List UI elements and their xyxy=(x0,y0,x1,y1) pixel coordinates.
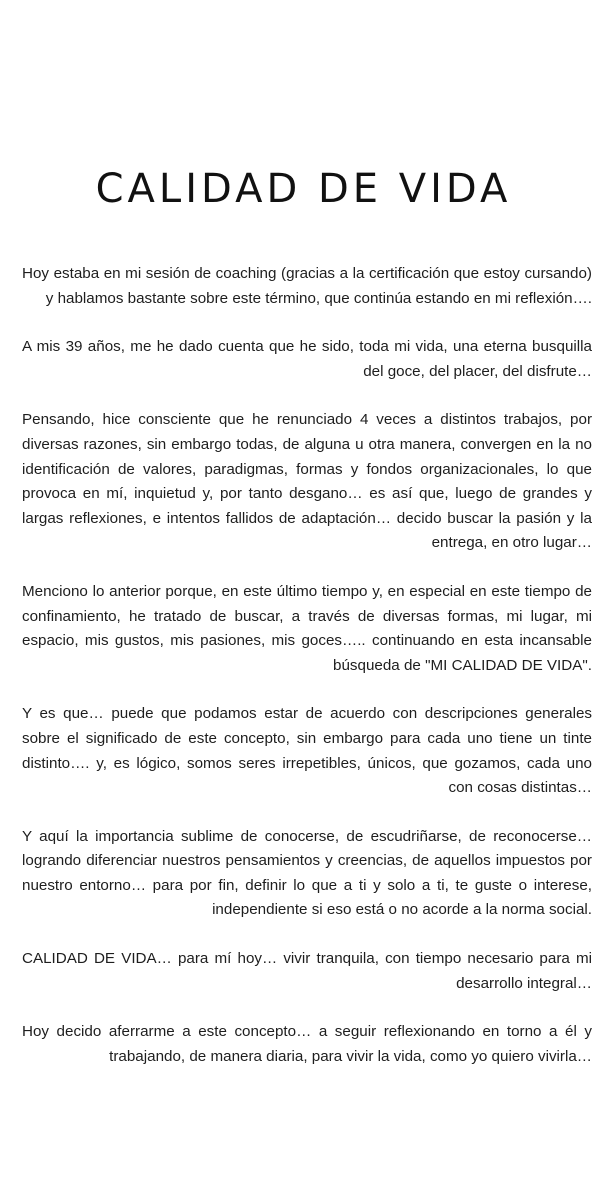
paragraph-7: CALIDAD DE VIDA… para mí hoy… vivir tranquila, con tiempo necesario para mi desarrollo integral… xyxy=(22,950,592,992)
paragraph-2: A mis 39 años, me he dado cuenta que he sido, toda mi vida, una eterna busquilla del goce, del placer, del disfrute… xyxy=(22,338,592,380)
paragraph-3: Pensando, hice consciente que he renunciado 4 veces a distintos trabajos, por diversas razones, sin embargo todas, de alguna u otra manera, convergen en la no identificación de valores, paradigmas, formas y fondos organizacionales, lo que provoca en mí, inquietud y, por tanto desgano… es así que, luego de grandes y largas reflexiones, e intentos fallidos de adaptación… decido buscar la pasión y la entrega, en otro lugar… xyxy=(22,411,592,552)
paragraph-4: Menciono lo anterior porque, en este último tiempo y, en especial en este tiempo de confinamiento, he tratado de buscar, a través de diversas formas, mi lugar, mi espacio, mis gustos, mis pasiones, mis goces….. continuando en esta incansable búsqueda de "MI CALIDAD DE VIDA". xyxy=(22,582,592,674)
page-title: CALIDAD DE VIDA xyxy=(95,166,512,212)
paragraph-1: Hoy estaba en mi sesión de coaching (gracias a la certificación que estoy cursando) y hablamos bastante sobre este término, que continúa estando en mi reflexión…. xyxy=(22,265,592,307)
paragraph-5: Y es que… puede que podamos estar de acuerdo con descripciones generales sobre el significado de este concepto, sin embargo para cada uno tiene un tinte distinto…. y, es lógico, somos seres irrepetibles, únicos, que gozamos, cada uno con cosas distintas… xyxy=(22,705,592,797)
paragraph-8: Hoy decido aferrarme a este concepto… a seguir reflexionando en torno a él y trabajando, de manera diaria, para vivir la vida, como yo quiero vivirla… xyxy=(22,1023,592,1065)
paragraph-6: Y aquí la importancia sublime de conocerse, de escudriñarse, de reconocerse… logrando diferenciar nuestros pensamientos y creencias, de aquellos impuestos por nuestro entorno… para por fin, definir lo que a ti y solo a ti, te guste o interese, independiente si eso está o no acorde a la norma social. xyxy=(22,827,592,919)
document-body xyxy=(22,262,592,1069)
